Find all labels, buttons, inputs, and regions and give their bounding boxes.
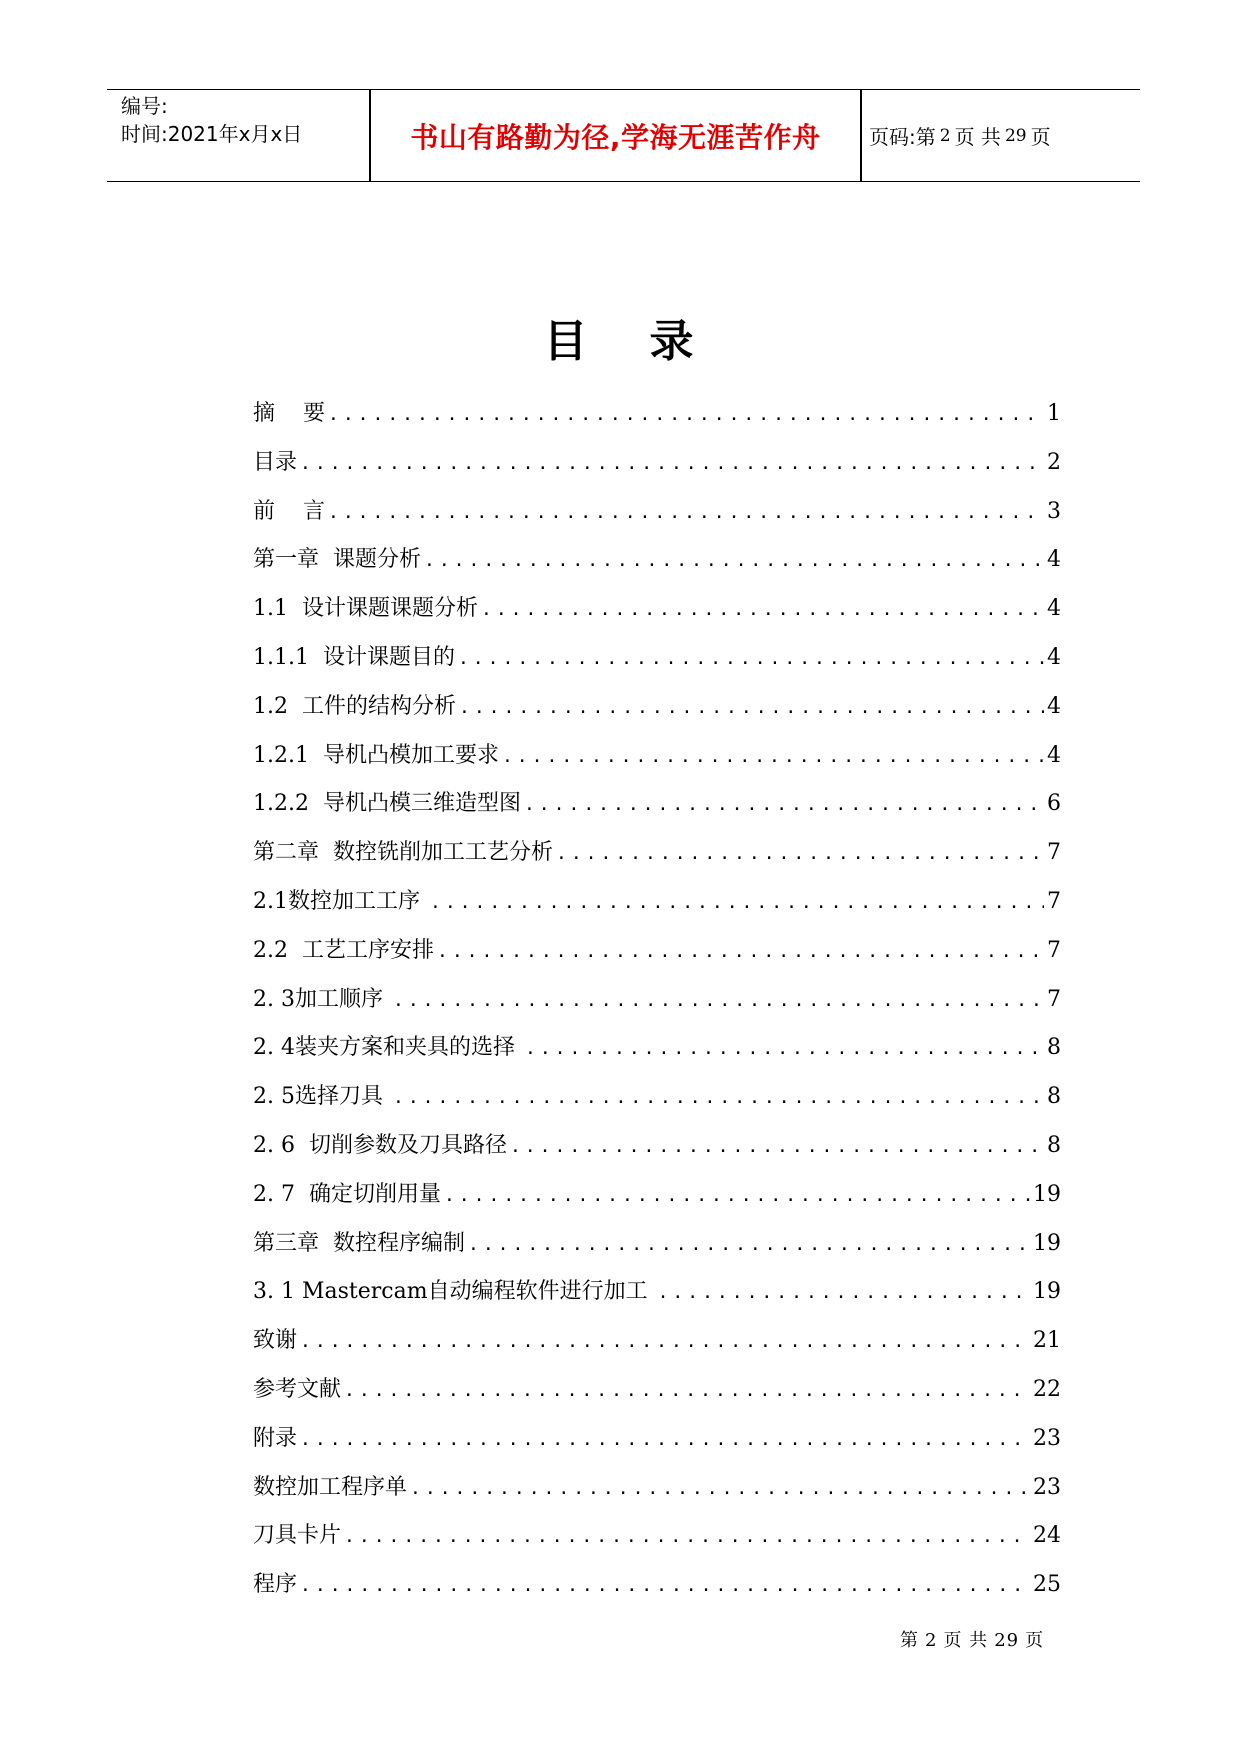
toc-entry[interactable] — [253, 1415, 1061, 1464]
toc-entry-page: 19 — [1033, 1279, 1061, 1305]
toc-leader-dots — [393, 1074, 1044, 1123]
toc-entry-label: 3. 1 Mastercam自动编程软件进行加工 — [253, 1279, 655, 1305]
toc-leader-dots — [437, 928, 1044, 977]
toc-entry[interactable] — [253, 927, 1061, 976]
toc-entry-page: 4 — [1047, 693, 1061, 719]
toc-entry-label: 第三章 数控程序编制 — [253, 1230, 465, 1256]
toc-leader-dots — [458, 635, 1044, 684]
toc-leader-dots — [502, 733, 1044, 782]
toc-entry-label: 2. 7 确定切削用量 — [253, 1181, 441, 1207]
toc-entry[interactable] — [253, 1024, 1061, 1073]
toc-entry-label: 附录 — [253, 1425, 298, 1451]
toc-entry[interactable] — [253, 439, 1061, 488]
toc-leader-dots — [300, 1318, 1030, 1367]
toc-leader-dots — [424, 537, 1044, 586]
toc-entry-label: 第一章 课题分析 — [253, 547, 421, 573]
header-time-label: 时间:2021年x月x日 — [121, 122, 303, 146]
toc-entry-page: 7 — [1047, 840, 1061, 866]
toc-entry-page: 4 — [1047, 547, 1061, 573]
toc-entry-page: 3 — [1047, 498, 1061, 524]
toc-entry-page: 7 — [1047, 986, 1061, 1012]
header-motto: 书山有路勤为径,学海无涯苦作舟 — [410, 120, 821, 154]
header-page-info — [869, 90, 1051, 181]
toc-entry-page: 4 — [1047, 742, 1061, 768]
toc-entry[interactable] — [253, 1220, 1061, 1269]
toc-entry[interactable] — [253, 536, 1061, 585]
toc-entry[interactable] — [253, 829, 1061, 878]
header-page-prefix: 页码:第 — [869, 125, 936, 149]
toc-leader-dots — [300, 1416, 1030, 1465]
header-number-label: 编号: — [121, 94, 168, 118]
header-meta — [121, 92, 361, 148]
toc-entry[interactable] — [253, 732, 1061, 781]
toc-entry-page: 2 — [1047, 449, 1061, 475]
toc-entry-label: 1.1.1 设计课题目的 — [253, 644, 455, 670]
toc-leader-dots — [459, 684, 1044, 733]
toc-leader-dots — [328, 489, 1044, 538]
toc-entry[interactable] — [253, 634, 1061, 683]
toc-entry-label: 1.2.2 导机凸模三维造型图 — [253, 791, 521, 817]
header-page-number: 2 — [939, 125, 951, 146]
toc-entry-label: 2. 4装夹方案和夹具的选择 — [253, 1035, 522, 1061]
toc-entry[interactable] — [253, 1317, 1061, 1366]
toc-entry-label: 2. 6 切削参数及刀具路径 — [253, 1132, 507, 1158]
toc-entry-label: 2.2 工艺工序安排 — [253, 937, 434, 963]
toc-entry-page: 1 — [1047, 401, 1061, 426]
toc-entry-label: 刀具卡片 — [253, 1523, 342, 1549]
footer-suffix: 页 — [1025, 1630, 1045, 1651]
toc-leader-dots — [525, 1025, 1044, 1074]
toc-entry-label: 程序 — [253, 1572, 298, 1598]
toc-entry-page: 8 — [1047, 1084, 1061, 1110]
toc-leader-dots — [328, 391, 1044, 440]
toc-entry[interactable] — [253, 390, 1061, 439]
toc-entry[interactable] — [253, 1561, 1061, 1610]
toc-entry[interactable] — [253, 1464, 1061, 1513]
toc-entry[interactable] — [253, 488, 1061, 537]
toc-entry-page: 4 — [1047, 644, 1061, 670]
toc-entry-page: 23 — [1033, 1474, 1061, 1500]
toc-entry[interactable] — [253, 1366, 1061, 1415]
toc-entry-page: 21 — [1033, 1328, 1061, 1354]
toc-leader-dots — [510, 1123, 1044, 1172]
toc-entry[interactable] — [253, 1073, 1061, 1122]
footer-page-total: 29 — [994, 1630, 1020, 1651]
toc-entry-label: 参考文献 — [253, 1376, 342, 1402]
toc-entry[interactable] — [253, 1171, 1061, 1220]
toc-leader-dots — [556, 830, 1044, 879]
toc-entry-label: 1.2 工件的结构分析 — [253, 693, 456, 719]
toc-entry[interactable] — [253, 1268, 1061, 1317]
toc-entry-page: 6 — [1047, 791, 1061, 817]
toc-entry-page: 24 — [1033, 1523, 1061, 1549]
toc-entry-page: 19 — [1033, 1181, 1061, 1207]
toc-entry-page: 7 — [1047, 888, 1061, 914]
toc-entry-label: 2. 5选择刀具 — [253, 1084, 390, 1110]
toc-entry-page: 8 — [1047, 1132, 1061, 1158]
toc-leader-dots — [658, 1269, 1030, 1318]
page-header — [107, 89, 1140, 182]
toc-entry-label: 数控加工程序单 — [253, 1474, 408, 1500]
toc-entry-label: 2.1数控加工工序 — [253, 888, 427, 914]
toc-entry-label: 2. 3加工顺序 — [253, 986, 390, 1012]
toc-entry[interactable] — [253, 976, 1061, 1025]
toc-leader-dots — [300, 440, 1044, 489]
toc-leader-dots — [410, 1465, 1030, 1514]
toc-leader-dots — [430, 879, 1044, 928]
toc-entry-page: 19 — [1033, 1230, 1061, 1256]
toc-entry[interactable] — [253, 683, 1061, 732]
toc-leader-dots — [444, 1172, 1030, 1221]
toc-entry-label: 第二章 数控铣削加工工艺分析 — [253, 840, 553, 866]
table-of-contents — [253, 390, 1061, 1610]
toc-entry-page: 4 — [1047, 596, 1061, 622]
header-page-mid: 页 共 — [954, 125, 1001, 149]
toc-leader-dots — [481, 586, 1044, 635]
footer-page-number: 2 — [925, 1630, 938, 1651]
toc-entry[interactable] — [253, 1122, 1061, 1171]
toc-entry[interactable] — [253, 780, 1061, 829]
toc-entry-label: 摘 要 — [253, 401, 325, 426]
toc-entry-page: 8 — [1047, 1035, 1061, 1061]
toc-entry[interactable] — [253, 585, 1061, 634]
toc-leader-dots — [300, 1562, 1030, 1611]
page-footer — [897, 1626, 1047, 1652]
toc-entry-page: 7 — [1047, 937, 1061, 963]
toc-entry[interactable] — [253, 1512, 1061, 1561]
toc-entry-page: 23 — [1033, 1425, 1061, 1451]
toc-entry-label: 前 言 — [253, 498, 325, 524]
toc-entry[interactable] — [253, 878, 1061, 927]
toc-entry-page: 22 — [1033, 1376, 1061, 1402]
toc-entry-label: 致谢 — [253, 1328, 298, 1354]
toc-entry-label: 1.2.1 导机凸模加工要求 — [253, 742, 499, 768]
header-page-suffix: 页 — [1030, 125, 1051, 149]
toc-leader-dots — [344, 1513, 1030, 1562]
page-title: 目 录 — [543, 316, 698, 367]
header-divider — [860, 90, 862, 181]
toc-leader-dots — [468, 1221, 1030, 1270]
toc-entry-label: 目录 — [253, 449, 298, 475]
toc-entry-page: 25 — [1033, 1572, 1061, 1598]
toc-leader-dots — [344, 1367, 1030, 1416]
footer-prefix: 第 — [900, 1630, 919, 1651]
toc-leader-dots — [393, 977, 1044, 1026]
toc-leader-dots — [524, 781, 1044, 830]
toc-entry-label: 1.1 设计课题课题分析 — [253, 596, 478, 622]
header-page-total: 29 — [1004, 125, 1027, 146]
footer-mid: 页 共 — [943, 1630, 989, 1651]
